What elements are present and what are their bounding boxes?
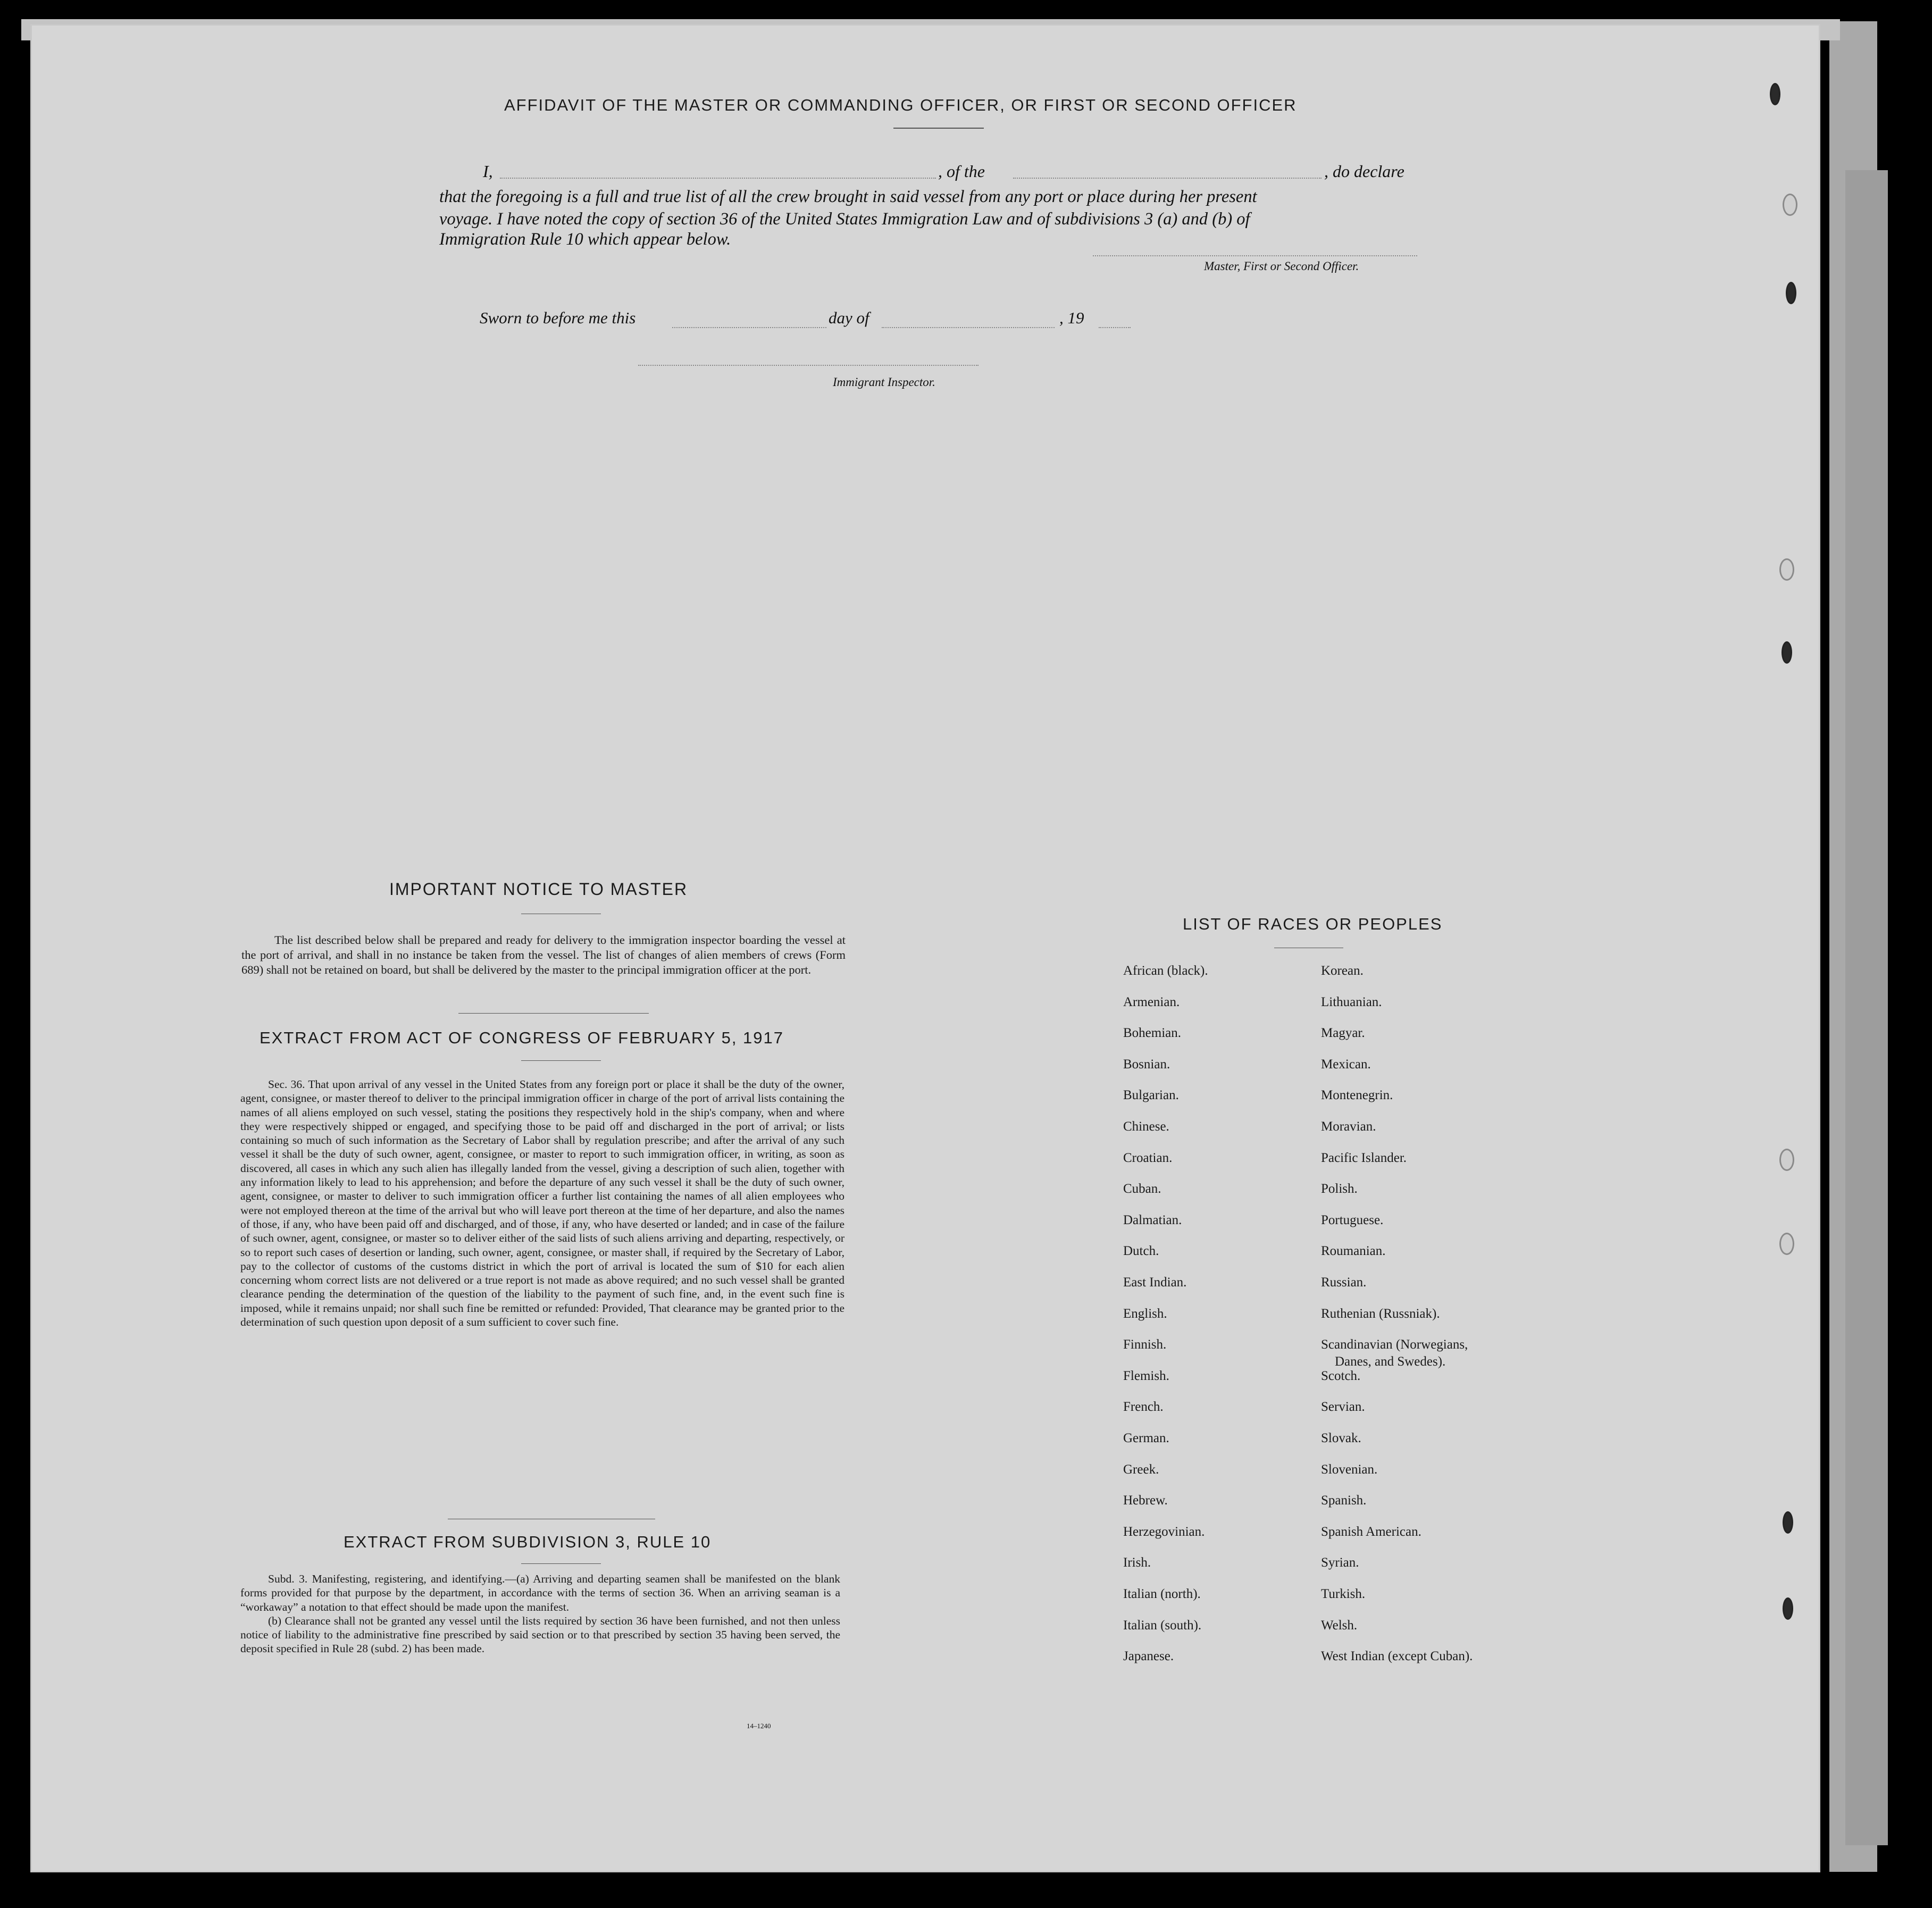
race-item: Korean. [1321, 964, 1364, 978]
notice-paragraph: The list described below shall be prepared and ready for delivery to the immigration inspector boarding the vessel at the port of arrival, and shall in no instance be taken from the vessel. The list of changes of alien members of crews (Form 689) shall not be retained on board, but shall be delivered by the master to the principal immigration officer at the port. [241, 933, 846, 976]
race-item: West Indian (except Cuban). [1321, 1649, 1473, 1664]
race-item: Servian. [1321, 1400, 1365, 1415]
race-item: Slovenian. [1321, 1462, 1378, 1477]
binder-hole [1779, 558, 1794, 581]
race-item: Scandinavian (Norwegians, [1321, 1337, 1468, 1352]
races-title: LIST OF RACES OR PEOPLES [1183, 915, 1443, 933]
declarant-vessel-field[interactable] [1013, 178, 1322, 179]
binder-hole [1779, 1149, 1794, 1171]
sworn-month-field[interactable] [882, 327, 1055, 328]
race-item: Chinese. [1123, 1119, 1169, 1134]
race-item: Spanish American. [1321, 1524, 1421, 1539]
race-item: Italian (north). [1123, 1587, 1201, 1601]
affidavit-do-declare: , do declare [1324, 162, 1404, 181]
page-edge-back-2 [1845, 170, 1888, 1845]
affidavit-line-1: that the foregoing is a full and true list of all the crew brought in said vessel from any port or place during her present [439, 187, 1257, 206]
race-item: Dutch. [1123, 1244, 1159, 1259]
notice-end-rule [458, 1013, 649, 1014]
race-item: Russian. [1321, 1275, 1367, 1290]
rule-paragraph-a: Subd. 3. Manifesting, registering, and identifying.—(a) Arriving and departing seamen shall be manifested on the blank forms provided for that purpose by the department, in accordance with the terms of section 36. When an arriving seaman is a “workaway” a notation to that effect should be made upon the manifest. [240, 1572, 840, 1613]
race-item: Magyar. [1321, 1026, 1365, 1041]
race-item: Irish. [1123, 1555, 1151, 1570]
declarant-name-field[interactable] [500, 178, 936, 179]
affidavit-title: AFFIDAVIT OF THE MASTER OR COMMANDING OFFICER, OR FIRST OR SECOND OFFICER [504, 96, 1297, 114]
race-item: Montenegrin. [1321, 1088, 1393, 1103]
race-item: Dalmatian. [1123, 1212, 1182, 1227]
race-item: Bohemian. [1123, 1026, 1182, 1041]
rule-rule [521, 1563, 601, 1564]
race-item: Roumanian. [1321, 1244, 1386, 1259]
affidavit-line-2: voyage. I have noted the copy of section 36 of the United States Immigration Law and of subdivisions 3 (a) and (b) of [439, 210, 1250, 229]
inspector-signature-field[interactable] [638, 365, 978, 366]
binder-hole [1783, 1511, 1793, 1534]
race-item: Polish. [1321, 1182, 1358, 1196]
race-item: Bosnian. [1123, 1057, 1170, 1072]
race-item: Lithuanian. [1321, 994, 1382, 1009]
act-paragraph: Sec. 36. That upon arrival of any vessel in the United States from any foreign port or place it shall be the duty of the owner, agent, consignee, or master thereof to deliver to the principal immigration officer in charge of the port of arrival lists containing the names of all aliens employed on such vessel, stating the positions they respectively hold in the ship's company, when and where they were respectively shipped or engaged, and specifying those to be paid off and discharged in the port of arrival; or lists containing so much of such information as the Secretary of Labor shall by regulation prescribe; and after the arrival of any such vessel it shall be the duty of such owner, agent, consignee, or master to report to such immigration officer, in writing, as soon as discovered, all cases in which any such alien has illegally landed from the vessel, giving a description of such alien, together with any information likely to lead to his apprehension; and before the departure of any such vessel it shall be the duty of such owner, agent, consignee, or master to deliver to such immigration officer a further list containing the names of all alien employees who were not employed thereon at the time of the arrival but who will leave port thereon at the time of her departure, and also the names of those, if any, who have been paid off and discharged, and of those, if any, who have deserted or landed; and in case of the failure of such owner, agent, consignee, or master so to deliver either of the said lists of such aliens arriving and departing, respectively, or so to report such cases of desertion or landing, such owner, agent, consignee, or master shall, if required by the Secretary of Labor, pay to the collector of customs of the customs district in which the port of arrival is located the sum of $10 for each alien concerning whom correct lists are not delivered or a true report is not made as above required; and no such vessel shall be granted clearance pending the determination of the question of the liability to the payment of such fine, and, in the event such fine is imposed, while it remains unpaid; nor shall such fine be remitted or refunded: Provided, That clearance may be granted prior to the determination of such question upon deposit of a sum sufficient to cover such fine. [240, 1078, 844, 1329]
binder-hole [1779, 1233, 1794, 1255]
race-item: Herzegovinian. [1123, 1524, 1205, 1539]
race-item: Japanese. [1123, 1649, 1174, 1664]
rule-extract-text [240, 1572, 840, 1656]
rule-extract-title: EXTRACT FROM SUBDIVISION 3, RULE 10 [344, 1533, 712, 1551]
binder-hole [1782, 641, 1792, 664]
affidavit-of-the: , of the [938, 162, 985, 181]
inspector-label: Immigrant Inspector. [833, 375, 935, 389]
race-scandinavian-continuation: Danes, and Swedes). [1335, 1354, 1446, 1369]
race-item: Turkish. [1321, 1587, 1366, 1601]
race-item: Armenian. [1123, 994, 1180, 1009]
race-item: Welsh. [1321, 1618, 1358, 1633]
binder-hole [1783, 1597, 1793, 1620]
binder-hole [1770, 83, 1780, 105]
race-item: Spanish. [1321, 1493, 1367, 1508]
race-item: East Indian. [1123, 1275, 1187, 1290]
master-signature-label: Master, First or Second Officer. [1204, 260, 1359, 273]
race-item: Pacific Islander. [1321, 1150, 1407, 1165]
race-item: Greek. [1123, 1462, 1159, 1477]
race-item: Slovak. [1321, 1431, 1361, 1445]
race-item: Cuban. [1123, 1182, 1161, 1196]
sworn-day-of: day of [829, 308, 869, 327]
race-item: Mexican. [1321, 1057, 1371, 1072]
binder-hole [1783, 194, 1797, 216]
rule-paragraph-b: (b) Clearance shall not be granted any vessel until the lists required by section 36 have been furnished, and not then unless notice of liability to the administrative fine prescribed by said section or to that prescribed by section 35 having been served, the deposit specified in Rule 28 (subd. 2) has been made. [240, 1614, 840, 1655]
notice-title: IMPORTANT NOTICE TO MASTER [389, 880, 688, 899]
act-extract-title: EXTRACT FROM ACT OF CONGRESS OF FEBRUARY 5, 1917 [260, 1028, 784, 1047]
sworn-text: Sworn to before me this [480, 308, 636, 327]
race-item: Flemish. [1123, 1368, 1169, 1383]
race-item: English. [1123, 1306, 1167, 1321]
race-item: Italian (south). [1123, 1618, 1202, 1633]
race-item: Ruthenian (Russniak). [1321, 1306, 1440, 1321]
title-rule [893, 128, 984, 129]
sworn-day-field[interactable] [672, 327, 826, 328]
race-item: African (black). [1123, 964, 1208, 978]
race-item: French. [1123, 1400, 1164, 1415]
race-item: Finnish. [1123, 1337, 1167, 1352]
notice-text [241, 933, 846, 977]
act-extract-text [240, 1077, 844, 1329]
sworn-year: , 19 [1059, 308, 1084, 327]
binder-hole [1786, 282, 1796, 304]
race-item: Portuguese. [1321, 1212, 1384, 1227]
form-number: 14–1240 [747, 1722, 771, 1730]
race-item: Syrian. [1321, 1555, 1359, 1570]
sworn-year-field[interactable] [1099, 327, 1131, 328]
affidavit-line-3: Immigration Rule 10 which appear below. [439, 230, 731, 249]
race-item: Moravian. [1321, 1119, 1376, 1134]
race-item: Scotch. [1321, 1368, 1361, 1383]
master-signature-field[interactable] [1093, 255, 1417, 256]
race-item: Bulgarian. [1123, 1088, 1179, 1103]
act-rule [521, 1060, 601, 1061]
race-item: Hebrew. [1123, 1493, 1168, 1508]
affidavit-i: I, [483, 162, 493, 181]
race-item: German. [1123, 1431, 1169, 1445]
race-item: Croatian. [1123, 1150, 1173, 1165]
